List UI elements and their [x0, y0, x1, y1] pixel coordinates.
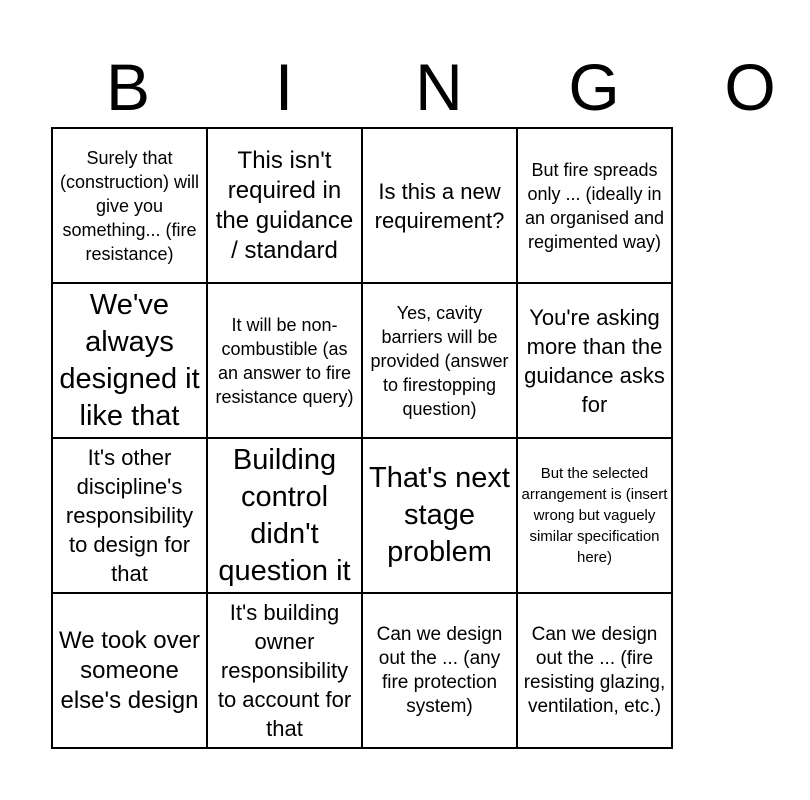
cell-text: We took over someone else's design — [59, 626, 200, 714]
cell-text: But the selected arrangement is (insert wrong but vaguely similar specification here) — [521, 465, 668, 566]
board-row — [52, 438, 672, 593]
bingo-cell[interactable] — [362, 128, 517, 283]
board-row — [52, 128, 672, 283]
header-letter-g: G — [568, 50, 620, 124]
bingo-cell[interactable] — [207, 283, 362, 438]
bingo-cell[interactable] — [517, 128, 672, 283]
cell-text: You're asking more than the guidance asks for — [524, 304, 665, 417]
cell-text: That's next stage problem — [369, 462, 510, 568]
bingo-cell[interactable] — [207, 593, 362, 748]
bingo-cell[interactable] — [362, 593, 517, 748]
cell-text: It will be non-combustible (as an answer to fire resistance query) — [215, 314, 354, 407]
board-row — [52, 283, 672, 438]
bingo-cell[interactable] — [52, 438, 207, 593]
bingo-cell[interactable] — [52, 593, 207, 748]
bingo-cell[interactable] — [207, 128, 362, 283]
cell-text: This isn't required in the guidance / standard — [215, 146, 354, 264]
cell-text: Can we design out the ... (fire resisting glazing, ventilation, etc.) — [523, 623, 666, 717]
cell-text: Surely that (construction) will give you something... (fire resistance) — [59, 147, 200, 264]
bingo-cell[interactable] — [517, 438, 672, 593]
board-row — [52, 593, 672, 748]
cell-text: Can we design out the ... (any fire protection system) — [376, 623, 503, 717]
bingo-cell[interactable] — [517, 283, 672, 438]
bingo-cell[interactable] — [362, 438, 517, 593]
cell-text: It's other discipline's responsibility to design for that — [65, 445, 194, 586]
cell-text: Yes, cavity barriers will be provided (answer to firestopping question) — [370, 302, 509, 419]
cell-text: But fire spreads only ... (ideally in an organised and regimented way) — [524, 159, 665, 252]
header-letter-n: N — [415, 50, 463, 124]
header-letter-o: O — [724, 50, 776, 124]
header-letter-i: I — [274, 50, 294, 124]
bingo-header — [0, 0, 776, 128]
header-letter-b: B — [105, 50, 151, 124]
bingo-board — [51, 127, 673, 749]
cell-text: Building control didn't question it — [218, 443, 351, 587]
bingo-cell[interactable] — [52, 128, 207, 283]
bingo-cell[interactable] — [362, 283, 517, 438]
cell-text: Is this a new requirement? — [374, 178, 505, 233]
cell-text: It's building owner responsibility to account for that — [217, 600, 352, 741]
cell-text: We've always designed it like that — [59, 288, 200, 432]
bingo-cell[interactable] — [517, 593, 672, 748]
bingo-cell[interactable] — [52, 283, 207, 438]
bingo-cell[interactable] — [207, 438, 362, 593]
